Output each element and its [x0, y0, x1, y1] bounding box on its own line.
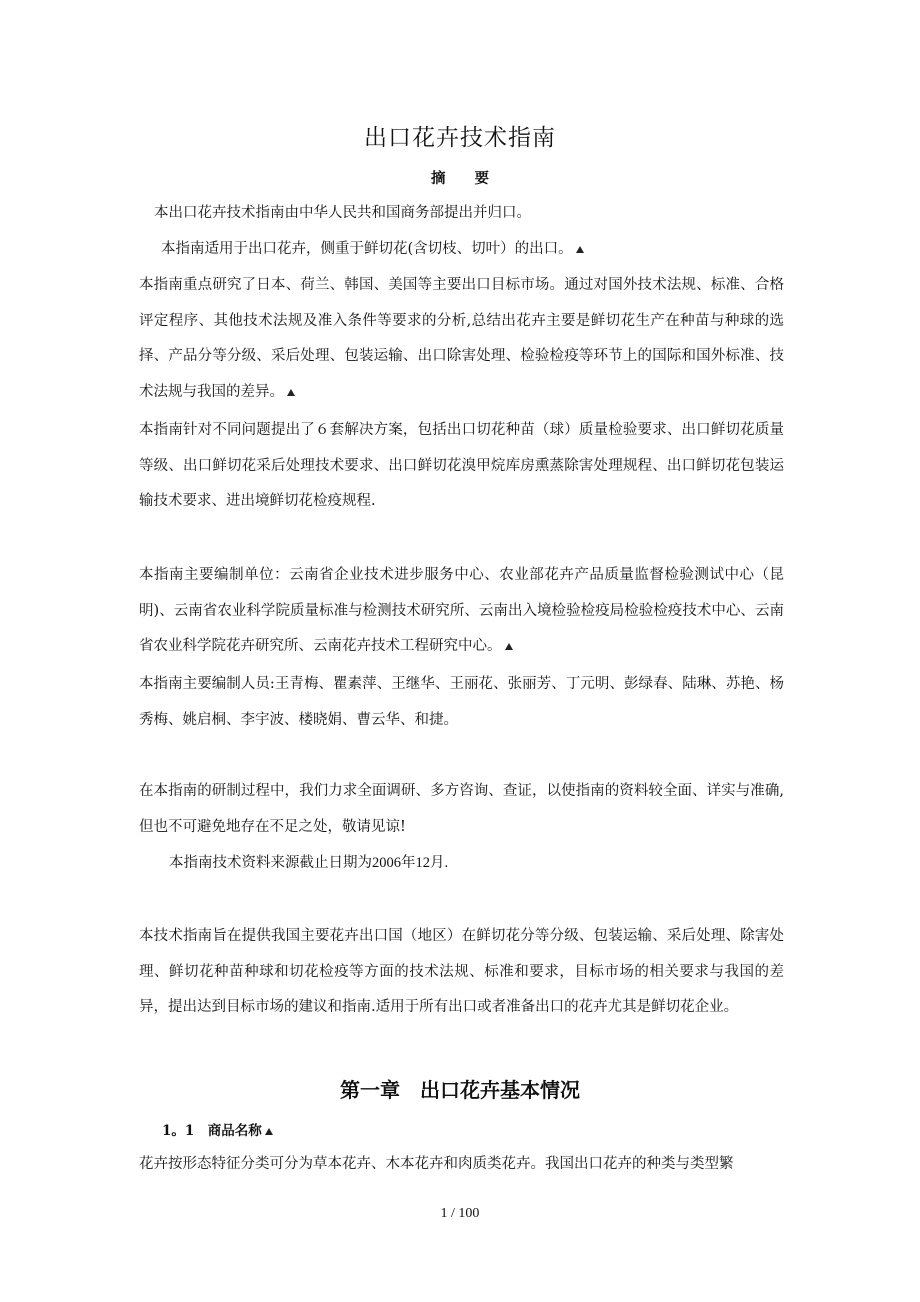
paragraph-research: 本指南重点研究了日本、荷兰、韩国、美国等主要出口目标市场。通过对国外技术法规、标准、合格评定程序、其他技术法规及准入条件等要求的分析,总结出花卉主要是鲜切花生产在种苗与种球的选择、产品分等分级、采后处理、包装运输、出口除害处理、检验检疫等环节上的国际和国外标准、技术法规与我国的差异。 [139, 277, 784, 400]
paragraph-purpose: 本技术指南旨在提供我国主要花卉出口国（地区）在鲜切花分等分级、包装运输、采后处理、除害处理、鲜切花种苗种球和切花检疫等方面的技术法规、标准和要求，目标市场的相关要求与我国的差异，提出达到目标市场的建议和指南.适用于所有出口或者准备出口的花卉尤其是鲜切花企业。 [139, 928, 784, 1015]
paragraph-mark-icon [576, 245, 584, 253]
paragraph-cutoff-date: 本指南技术资料来源截止日期为2006年12月. [169, 855, 449, 871]
paragraph-mark-icon [287, 388, 295, 396]
page-number: 1 / 100 [440, 1206, 480, 1221]
paragraph-mark-icon [505, 642, 513, 650]
paragraph-research-process: 在本指南的研制过程中，我们力求全面调研、多方咨询、查证，以使指南的资料较全面、详实与准确,但也不可避免地存在不足之处，敬请见谅! [139, 783, 784, 835]
paragraph-scope: 本指南适用于出口花卉，侧重于鲜切花(含切枝、切叶）的出口。 [139, 232, 784, 268]
chapter-heading: 第一章 出口花卉基本情况 [340, 1078, 580, 1102]
document-title: 出口花卉技术指南 [364, 125, 556, 151]
paragraph-units: 本指南主要编制单位：云南省企业技术进步服务中心、农业部花卉产品质量监督检验测试中心（昆明)、云南省农业科学院质量标准与检测技术研究所、云南出入境检验检疫局检验检疫技术中心、云南省农业科学院花卉研究所、云南花卉技术工程研究中心。 [139, 567, 784, 654]
paragraph-mark-icon [265, 1127, 273, 1135]
paragraph-authority: 本出口花卉技术指南由中华人民共和国商务部提出并归口。 [154, 205, 531, 221]
paragraph-solutions: 本指南针对不同问题提出了６套解决方案，包括出口切花种苗（球）质量检验要求、出口鲜切花质量等级、出口鲜切花采后处理技术要求、出口鲜切花溴甲烷库房熏蒸除害处理规程、出口鲜切花包装运输技术要求、进出境鲜切花检疫规程. [139, 422, 784, 509]
paragraph-classification: 花卉按形态特征分类可分为草本花卉、木本花卉和肉质类花卉。我国出口花卉的种类与类型繁 [139, 1156, 734, 1172]
section-heading: 1。1 商品名称 [162, 1119, 273, 1139]
abstract-heading: 摘 要 [431, 170, 489, 187]
paragraph-authors: 本指南主要编制人员:王青梅、瞿素萍、王继华、王丽花、张丽芳、丁元明、彭绿春、陆琳、苏艳、杨秀梅、姚启桐、李宇波、楼晓娟、曹云华、和捷。 [139, 676, 784, 728]
